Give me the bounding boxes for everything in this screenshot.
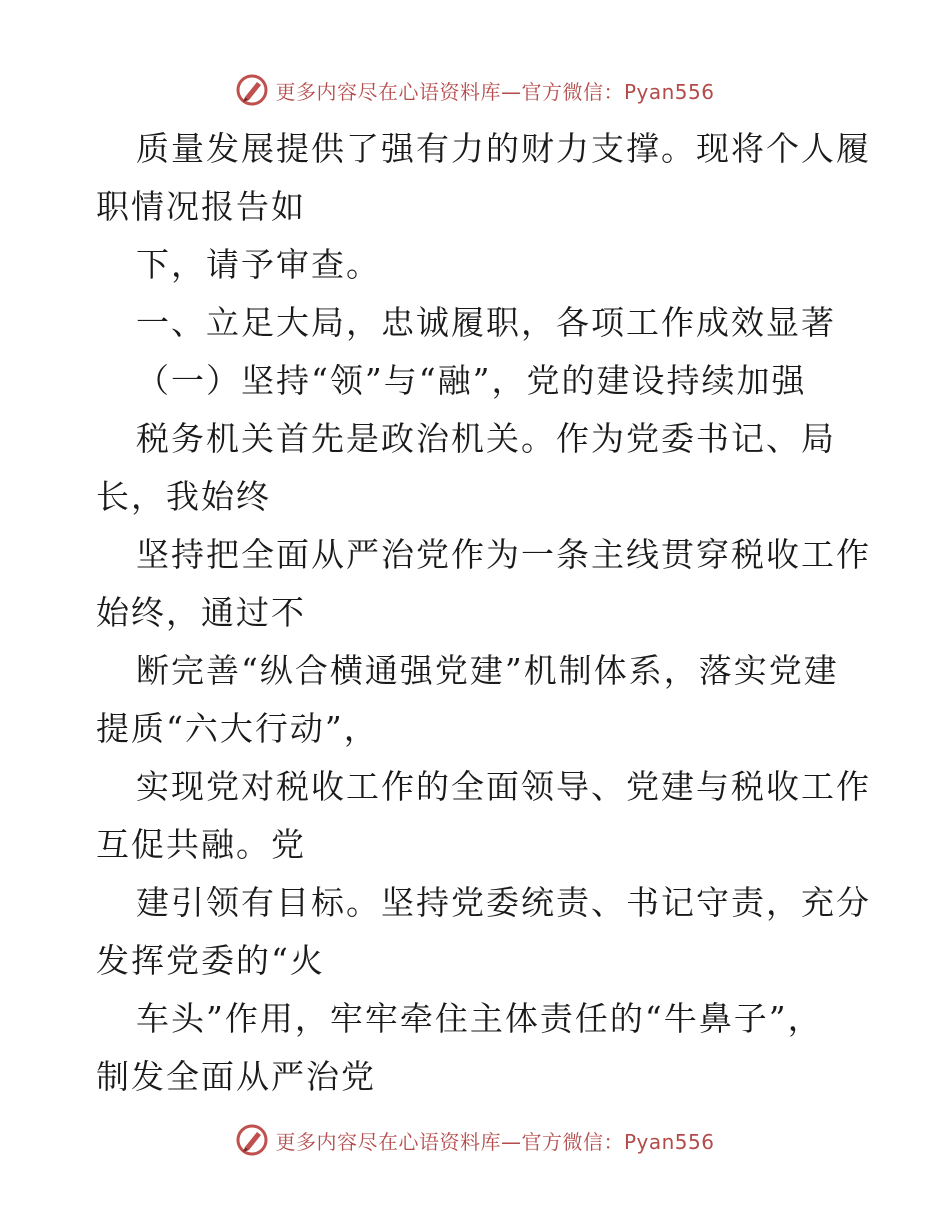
body-line: 互促共融。党	[96, 825, 306, 864]
header-banner-text: 更多内容尽在心语资料库—官方微信：Pyan556	[275, 79, 715, 104]
footer-banner-text: 更多内容尽在心语资料库—官方微信：Pyan556	[275, 1129, 715, 1154]
section-heading: 一、立足大局，忠诚履职，各项工作成效显著	[136, 303, 836, 342]
body-line: 断完善“纵合横通强党建”机制体系，落实党建	[136, 651, 839, 690]
body-line: 始终，通过不	[96, 593, 306, 632]
body-line: 职情况报告如	[96, 187, 306, 226]
body-line: 下，请予审查。	[136, 245, 381, 284]
body-line: 发挥党委的“火	[96, 941, 325, 980]
body-line: 实现党对税收工作的全面领导、党建与税收工作	[136, 767, 871, 806]
subsection-heading: （一）坚持“领”与“融”，党的建设持续加强	[136, 361, 807, 400]
pen-logo-icon	[235, 73, 269, 107]
body-line: 车头”作用，牢牢牵住主体责任的“牛鼻子”，	[136, 999, 823, 1038]
body-line: 制发全面从严治党	[96, 1057, 376, 1096]
pen-logo-icon	[235, 1123, 269, 1157]
header-banner	[0, 70, 950, 110]
body-line: 长，我始终	[96, 477, 271, 516]
document-body	[96, 120, 871, 1106]
body-line: 建引领有目标。坚持党委统责、书记守责，充分	[136, 883, 871, 922]
body-line: 坚持把全面从严治党作为一条主线贯穿税收工作	[136, 535, 871, 574]
body-line: 质量发展提供了强有力的财力支撑。现将个人履	[136, 129, 871, 168]
body-line: 提质“六大行动”，	[96, 709, 379, 748]
footer-banner	[0, 1120, 950, 1160]
body-line: 税务机关首先是政治机关。作为党委书记、局	[136, 419, 836, 458]
